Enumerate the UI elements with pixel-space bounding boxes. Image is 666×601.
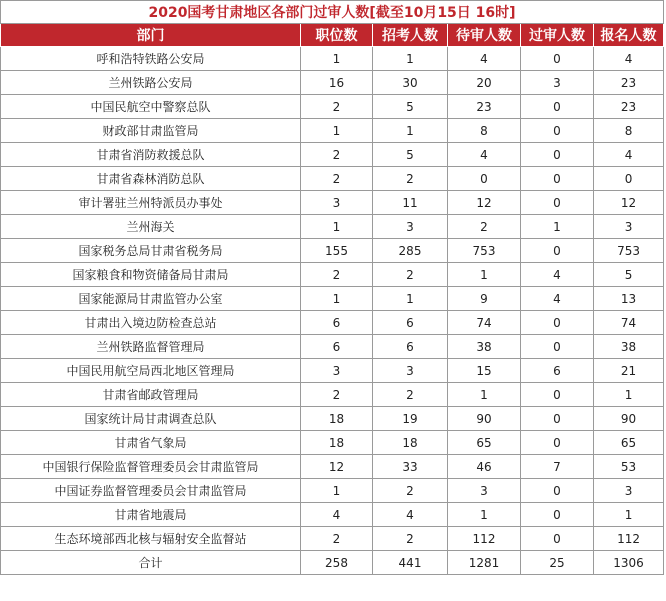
- recruits-cell: 2: [373, 479, 448, 503]
- table-row: [1, 503, 664, 527]
- pending-cell: 23: [448, 95, 521, 119]
- applicants-cell: 0: [594, 167, 664, 191]
- applicants-cell: 112: [594, 527, 664, 551]
- table-row: [1, 431, 664, 455]
- table-row: [1, 191, 664, 215]
- recruits-cell: 5: [373, 143, 448, 167]
- total-applicants-cell: 1306: [594, 551, 664, 575]
- positions-cell: 2: [301, 527, 373, 551]
- table-row: [1, 71, 664, 95]
- positions-cell: 18: [301, 407, 373, 431]
- total-approved-cell: 25: [521, 551, 594, 575]
- applicants-cell: 13: [594, 287, 664, 311]
- applicants-cell: 5: [594, 263, 664, 287]
- positions-cell: 2: [301, 167, 373, 191]
- department-cell: 生态环境部西北核与辐射安全监督站: [1, 527, 301, 551]
- department-cell: 甘肃省气象局: [1, 431, 301, 455]
- recruits-cell: 4: [373, 503, 448, 527]
- table-row: [1, 47, 664, 71]
- table-row: [1, 119, 664, 143]
- department-cell: 兰州海关: [1, 215, 301, 239]
- applicants-cell: 1: [594, 383, 664, 407]
- applicants-cell: 90: [594, 407, 664, 431]
- pending-cell: 90: [448, 407, 521, 431]
- table-row: [1, 383, 664, 407]
- header-row: [1, 24, 664, 47]
- column-header-pending: 待审人数: [448, 24, 521, 47]
- positions-cell: 6: [301, 335, 373, 359]
- applicants-cell: 38: [594, 335, 664, 359]
- total-department-cell: 合计: [1, 551, 301, 575]
- pending-cell: 4: [448, 47, 521, 71]
- approved-cell: 0: [521, 527, 594, 551]
- approved-cell: 6: [521, 359, 594, 383]
- applicants-cell: 23: [594, 71, 664, 95]
- department-cell: 兰州铁路监督管理局: [1, 335, 301, 359]
- recruits-cell: 1: [373, 119, 448, 143]
- total-row: [1, 551, 664, 575]
- approved-cell: 3: [521, 71, 594, 95]
- positions-cell: 3: [301, 191, 373, 215]
- recruits-cell: 18: [373, 431, 448, 455]
- applicants-cell: 753: [594, 239, 664, 263]
- total-recruits-cell: 441: [373, 551, 448, 575]
- applicants-cell: 23: [594, 95, 664, 119]
- pending-cell: 65: [448, 431, 521, 455]
- positions-cell: 6: [301, 311, 373, 335]
- positions-cell: 1: [301, 119, 373, 143]
- pending-cell: 38: [448, 335, 521, 359]
- department-cell: 国家能源局甘肃监管办公室: [1, 287, 301, 311]
- positions-cell: 12: [301, 455, 373, 479]
- pending-cell: 753: [448, 239, 521, 263]
- table-row: [1, 215, 664, 239]
- table-title: 2020国考甘肃地区各部门过审人数[截至10月15日 16时]: [1, 1, 664, 24]
- department-cell: 甘肃出入境边防检查总站: [1, 311, 301, 335]
- department-cell: 财政部甘肃监管局: [1, 119, 301, 143]
- column-header-positions: 职位数: [301, 24, 373, 47]
- recruits-cell: 6: [373, 311, 448, 335]
- pending-cell: 15: [448, 359, 521, 383]
- approved-cell: 0: [521, 479, 594, 503]
- pending-cell: 46: [448, 455, 521, 479]
- positions-cell: 3: [301, 359, 373, 383]
- department-cell: 中国民航空中警察总队: [1, 95, 301, 119]
- applicants-cell: 53: [594, 455, 664, 479]
- department-cell: 中国银行保险监督管理委员会甘肃监管局: [1, 455, 301, 479]
- approved-cell: 0: [521, 383, 594, 407]
- table-row: [1, 143, 664, 167]
- approved-cell: 0: [521, 119, 594, 143]
- pending-cell: 3: [448, 479, 521, 503]
- positions-cell: 1: [301, 479, 373, 503]
- table-row: [1, 527, 664, 551]
- approved-cell: 0: [521, 167, 594, 191]
- approved-cell: 0: [521, 503, 594, 527]
- pending-cell: 1: [448, 503, 521, 527]
- department-cell: 甘肃省森林消防总队: [1, 167, 301, 191]
- pending-cell: 12: [448, 191, 521, 215]
- recruits-cell: 19: [373, 407, 448, 431]
- approved-cell: 0: [521, 239, 594, 263]
- approved-cell: 0: [521, 95, 594, 119]
- approved-cell: 0: [521, 431, 594, 455]
- recruits-cell: 2: [373, 167, 448, 191]
- department-cell: 呼和浩特铁路公安局: [1, 47, 301, 71]
- positions-cell: 1: [301, 287, 373, 311]
- approved-cell: 0: [521, 191, 594, 215]
- total-pending-cell: 1281: [448, 551, 521, 575]
- pending-cell: 2: [448, 215, 521, 239]
- positions-cell: 2: [301, 263, 373, 287]
- pending-cell: 20: [448, 71, 521, 95]
- department-cell: 国家税务总局甘肃省税务局: [1, 239, 301, 263]
- column-header-recruits: 招考人数: [373, 24, 448, 47]
- recruits-cell: 11: [373, 191, 448, 215]
- positions-cell: 1: [301, 215, 373, 239]
- positions-cell: 2: [301, 143, 373, 167]
- recruits-cell: 33: [373, 455, 448, 479]
- recruits-cell: 2: [373, 263, 448, 287]
- approved-cell: 0: [521, 47, 594, 71]
- pending-cell: 8: [448, 119, 521, 143]
- approved-cell: 0: [521, 311, 594, 335]
- department-cell: 国家统计局甘肃调查总队: [1, 407, 301, 431]
- applicants-cell: 3: [594, 479, 664, 503]
- table-row: [1, 407, 664, 431]
- positions-cell: 2: [301, 383, 373, 407]
- applicants-cell: 74: [594, 311, 664, 335]
- approved-cell: 4: [521, 287, 594, 311]
- pending-cell: 74: [448, 311, 521, 335]
- recruits-cell: 6: [373, 335, 448, 359]
- table-row: [1, 311, 664, 335]
- positions-cell: 155: [301, 239, 373, 263]
- applicants-cell: 1: [594, 503, 664, 527]
- approved-cell: 0: [521, 335, 594, 359]
- table-row: [1, 95, 664, 119]
- recruits-cell: 1: [373, 47, 448, 71]
- recruits-cell: 285: [373, 239, 448, 263]
- applicants-cell: 4: [594, 143, 664, 167]
- recruits-cell: 3: [373, 215, 448, 239]
- department-cell: 甘肃省地震局: [1, 503, 301, 527]
- column-header-department: 部门: [1, 24, 301, 47]
- recruits-cell: 30: [373, 71, 448, 95]
- department-cell: 甘肃省邮政管理局: [1, 383, 301, 407]
- column-header-applicants: 报名人数: [594, 24, 664, 47]
- applicants-cell: 21: [594, 359, 664, 383]
- pending-cell: 0: [448, 167, 521, 191]
- approved-cell: 0: [521, 407, 594, 431]
- approved-cell: 7: [521, 455, 594, 479]
- table-row: [1, 479, 664, 503]
- table-row: [1, 335, 664, 359]
- applicants-cell: 8: [594, 119, 664, 143]
- table-row: [1, 239, 664, 263]
- table-row: [1, 359, 664, 383]
- positions-cell: 1: [301, 47, 373, 71]
- column-header-approved: 过审人数: [521, 24, 594, 47]
- department-cell: 中国民用航空局西北地区管理局: [1, 359, 301, 383]
- department-cell: 中国证券监督管理委员会甘肃监管局: [1, 479, 301, 503]
- pending-cell: 9: [448, 287, 521, 311]
- table-row: [1, 263, 664, 287]
- pending-cell: 4: [448, 143, 521, 167]
- department-cell: 国家粮食和物资储备局甘肃局: [1, 263, 301, 287]
- recruits-cell: 2: [373, 383, 448, 407]
- positions-cell: 2: [301, 95, 373, 119]
- positions-cell: 18: [301, 431, 373, 455]
- recruits-cell: 2: [373, 527, 448, 551]
- pending-cell: 1: [448, 383, 521, 407]
- total-positions-cell: 258: [301, 551, 373, 575]
- pending-cell: 1: [448, 263, 521, 287]
- approved-cell: 0: [521, 143, 594, 167]
- table-row: [1, 167, 664, 191]
- approved-cell: 4: [521, 263, 594, 287]
- recruits-cell: 1: [373, 287, 448, 311]
- applicants-cell: 12: [594, 191, 664, 215]
- table-row: [1, 455, 664, 479]
- department-cell: 审计署驻兰州特派员办事处: [1, 191, 301, 215]
- applicants-cell: 3: [594, 215, 664, 239]
- pending-cell: 112: [448, 527, 521, 551]
- table-row: [1, 287, 664, 311]
- title-row: [1, 1, 664, 24]
- department-cell: 甘肃省消防救援总队: [1, 143, 301, 167]
- department-cell: 兰州铁路公安局: [1, 71, 301, 95]
- positions-cell: 16: [301, 71, 373, 95]
- applicants-cell: 4: [594, 47, 664, 71]
- recruits-cell: 5: [373, 95, 448, 119]
- positions-cell: 4: [301, 503, 373, 527]
- applicants-cell: 65: [594, 431, 664, 455]
- recruits-cell: 3: [373, 359, 448, 383]
- approved-cell: 1: [521, 215, 594, 239]
